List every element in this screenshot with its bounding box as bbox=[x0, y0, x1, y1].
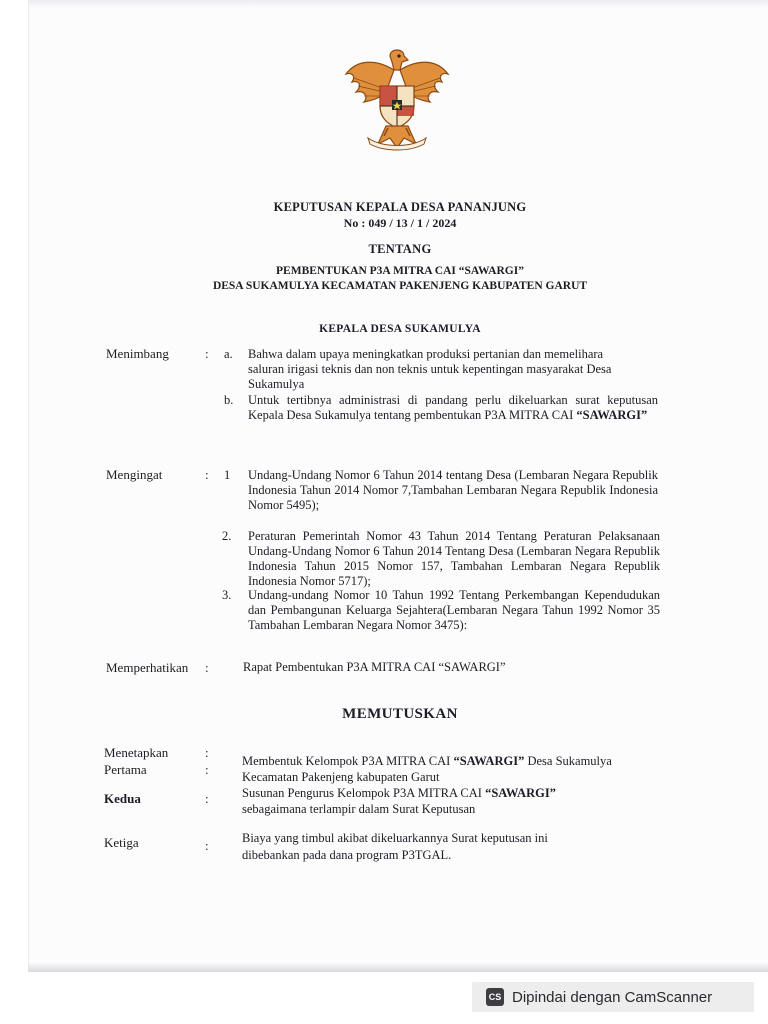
mengingat-colon: : bbox=[205, 467, 209, 482]
scan-shadow-top bbox=[28, 0, 768, 8]
camscanner-text: Dipindai dengan CamScanner bbox=[512, 988, 713, 1006]
authority-heading: KEPALA DESA SUKAMULYA bbox=[319, 323, 481, 335]
ketiga-text-line2: dibebankan pada dana program P3TGAL. bbox=[242, 848, 452, 862]
memperhatikan-colon: : bbox=[205, 660, 209, 675]
menimbang-item-b-bold: “SAWARGI” bbox=[576, 408, 648, 422]
pertama-text-part2: Desa Sukamulya bbox=[527, 754, 612, 768]
decree-number: No : 049 / 13 / 1 / 2024 bbox=[343, 216, 457, 230]
menimbang-label: Menimbang bbox=[106, 346, 169, 361]
garuda-emblem-icon bbox=[338, 40, 456, 156]
subject-line-2: DESA SUKAMULYA KECAMATAN PAKENJENG KABUPATEN GARUT bbox=[212, 280, 588, 292]
menimbang-marker-b: b. bbox=[224, 393, 234, 407]
mengingat-marker-1: 1 bbox=[224, 468, 231, 482]
pertama-label: Pertama bbox=[104, 762, 147, 777]
menetapkan-label: Menetapkan bbox=[104, 745, 169, 760]
menimbang-item-b bbox=[248, 393, 658, 423]
memperhatikan-text: Rapat Pembentukan P3A MITRA CAI “SAWARGI” bbox=[243, 660, 506, 674]
pertama-text-part1: Membentuk Kelompok P3A MITRA CAI bbox=[242, 754, 451, 768]
mengingat-marker-3: 3. bbox=[222, 588, 232, 602]
kedua-text-bold: “SAWARGI” bbox=[485, 786, 556, 800]
kedua-text bbox=[242, 786, 662, 801]
mengingat-item-2: Peraturan Pemerintah Nomor 43 Tahun 2014 Tentang Peraturan Pelaksanaan Undang-Undang Nomor 6 Tahun 2014 Tentang Desa (Lembaran Negara Republik Indonesia Tahun 2015 Nomor 157, Tambahan Lembaran Negara Republik Indonesia Nomor 5717); bbox=[248, 529, 660, 588]
menimbang-colon: : bbox=[205, 346, 209, 361]
mengingat-label: Mengingat bbox=[106, 467, 163, 482]
menimbang-item-a: Bahwa dalam upaya meningkatkan produksi pertanian dan memelihara saluran irigasi teknis dan non teknis untuk kepentingan masyarakat Desa Sukamulya bbox=[248, 347, 612, 391]
kedua-text-line2: sebagaimana terlampir dalam Surat Keputusan bbox=[242, 802, 476, 816]
pertama-colon: : bbox=[205, 762, 209, 777]
scan-shadow-bottom bbox=[28, 962, 768, 972]
tentang-heading: TENTANG bbox=[368, 242, 432, 256]
mengingat-item-3: Undang-undang Nomor 10 Tahun 1992 Tentang Perkembangan Kependudukan dan Pembangunan Keluarga Sejahtera(Lembaran Negara Tahun 1992 Nomor 35 Tambahan Lembaran Negara Nomor 3475): bbox=[248, 588, 660, 632]
memutuskan-heading: MEMUTUSKAN bbox=[342, 706, 458, 722]
camscanner-icon: CS bbox=[486, 988, 504, 1006]
kedua-label: Kedua bbox=[104, 791, 141, 806]
memperhatikan-label: Memperhatikan bbox=[106, 660, 189, 675]
camscanner-badge bbox=[472, 982, 754, 1012]
subject-line-1: PEMBENTUKAN P3A MITRA CAI “SAWARGI” bbox=[276, 265, 524, 277]
pertama-text-bold: “SAWARGI” bbox=[453, 754, 525, 768]
menetapkan-colon: : bbox=[205, 745, 209, 760]
kedua-colon: : bbox=[205, 791, 209, 806]
mengingat-item-1: Undang-Undang Nomor 6 Tahun 2014 tentang Desa (Lembaran Negara Republik Indonesia Tahun 2014 Nomor 7,Tambahan Lembaran Negara Republik Indonesia Nomor 5495); bbox=[248, 468, 658, 512]
ketiga-text: Biaya yang timbul akibat dikeluarkannya Surat keputusan ini bbox=[242, 831, 548, 845]
pertama-text bbox=[242, 754, 672, 769]
ketiga-label: Ketiga bbox=[104, 835, 139, 850]
mengingat-marker-2: 2. bbox=[222, 529, 232, 543]
pertama-text-line2: Kecamatan Pakenjeng kabupaten Garut bbox=[242, 770, 440, 784]
menimbang-marker-a: a. bbox=[224, 347, 233, 361]
kedua-text-part1: Susunan Pengurus Kelompok P3A MITRA CAI bbox=[242, 786, 482, 800]
ketiga-colon: : bbox=[205, 838, 209, 853]
decree-title: KEPUTUSAN KEPALA DESA PANANJUNG bbox=[273, 200, 527, 214]
menimbang-item-b-text: Untuk tertibnya administrasi di pandang perlu dikeluarkan surat keputusan Kepala Desa Sukamulya tentang pembentukan P3A MITRA CAI bbox=[248, 393, 658, 422]
